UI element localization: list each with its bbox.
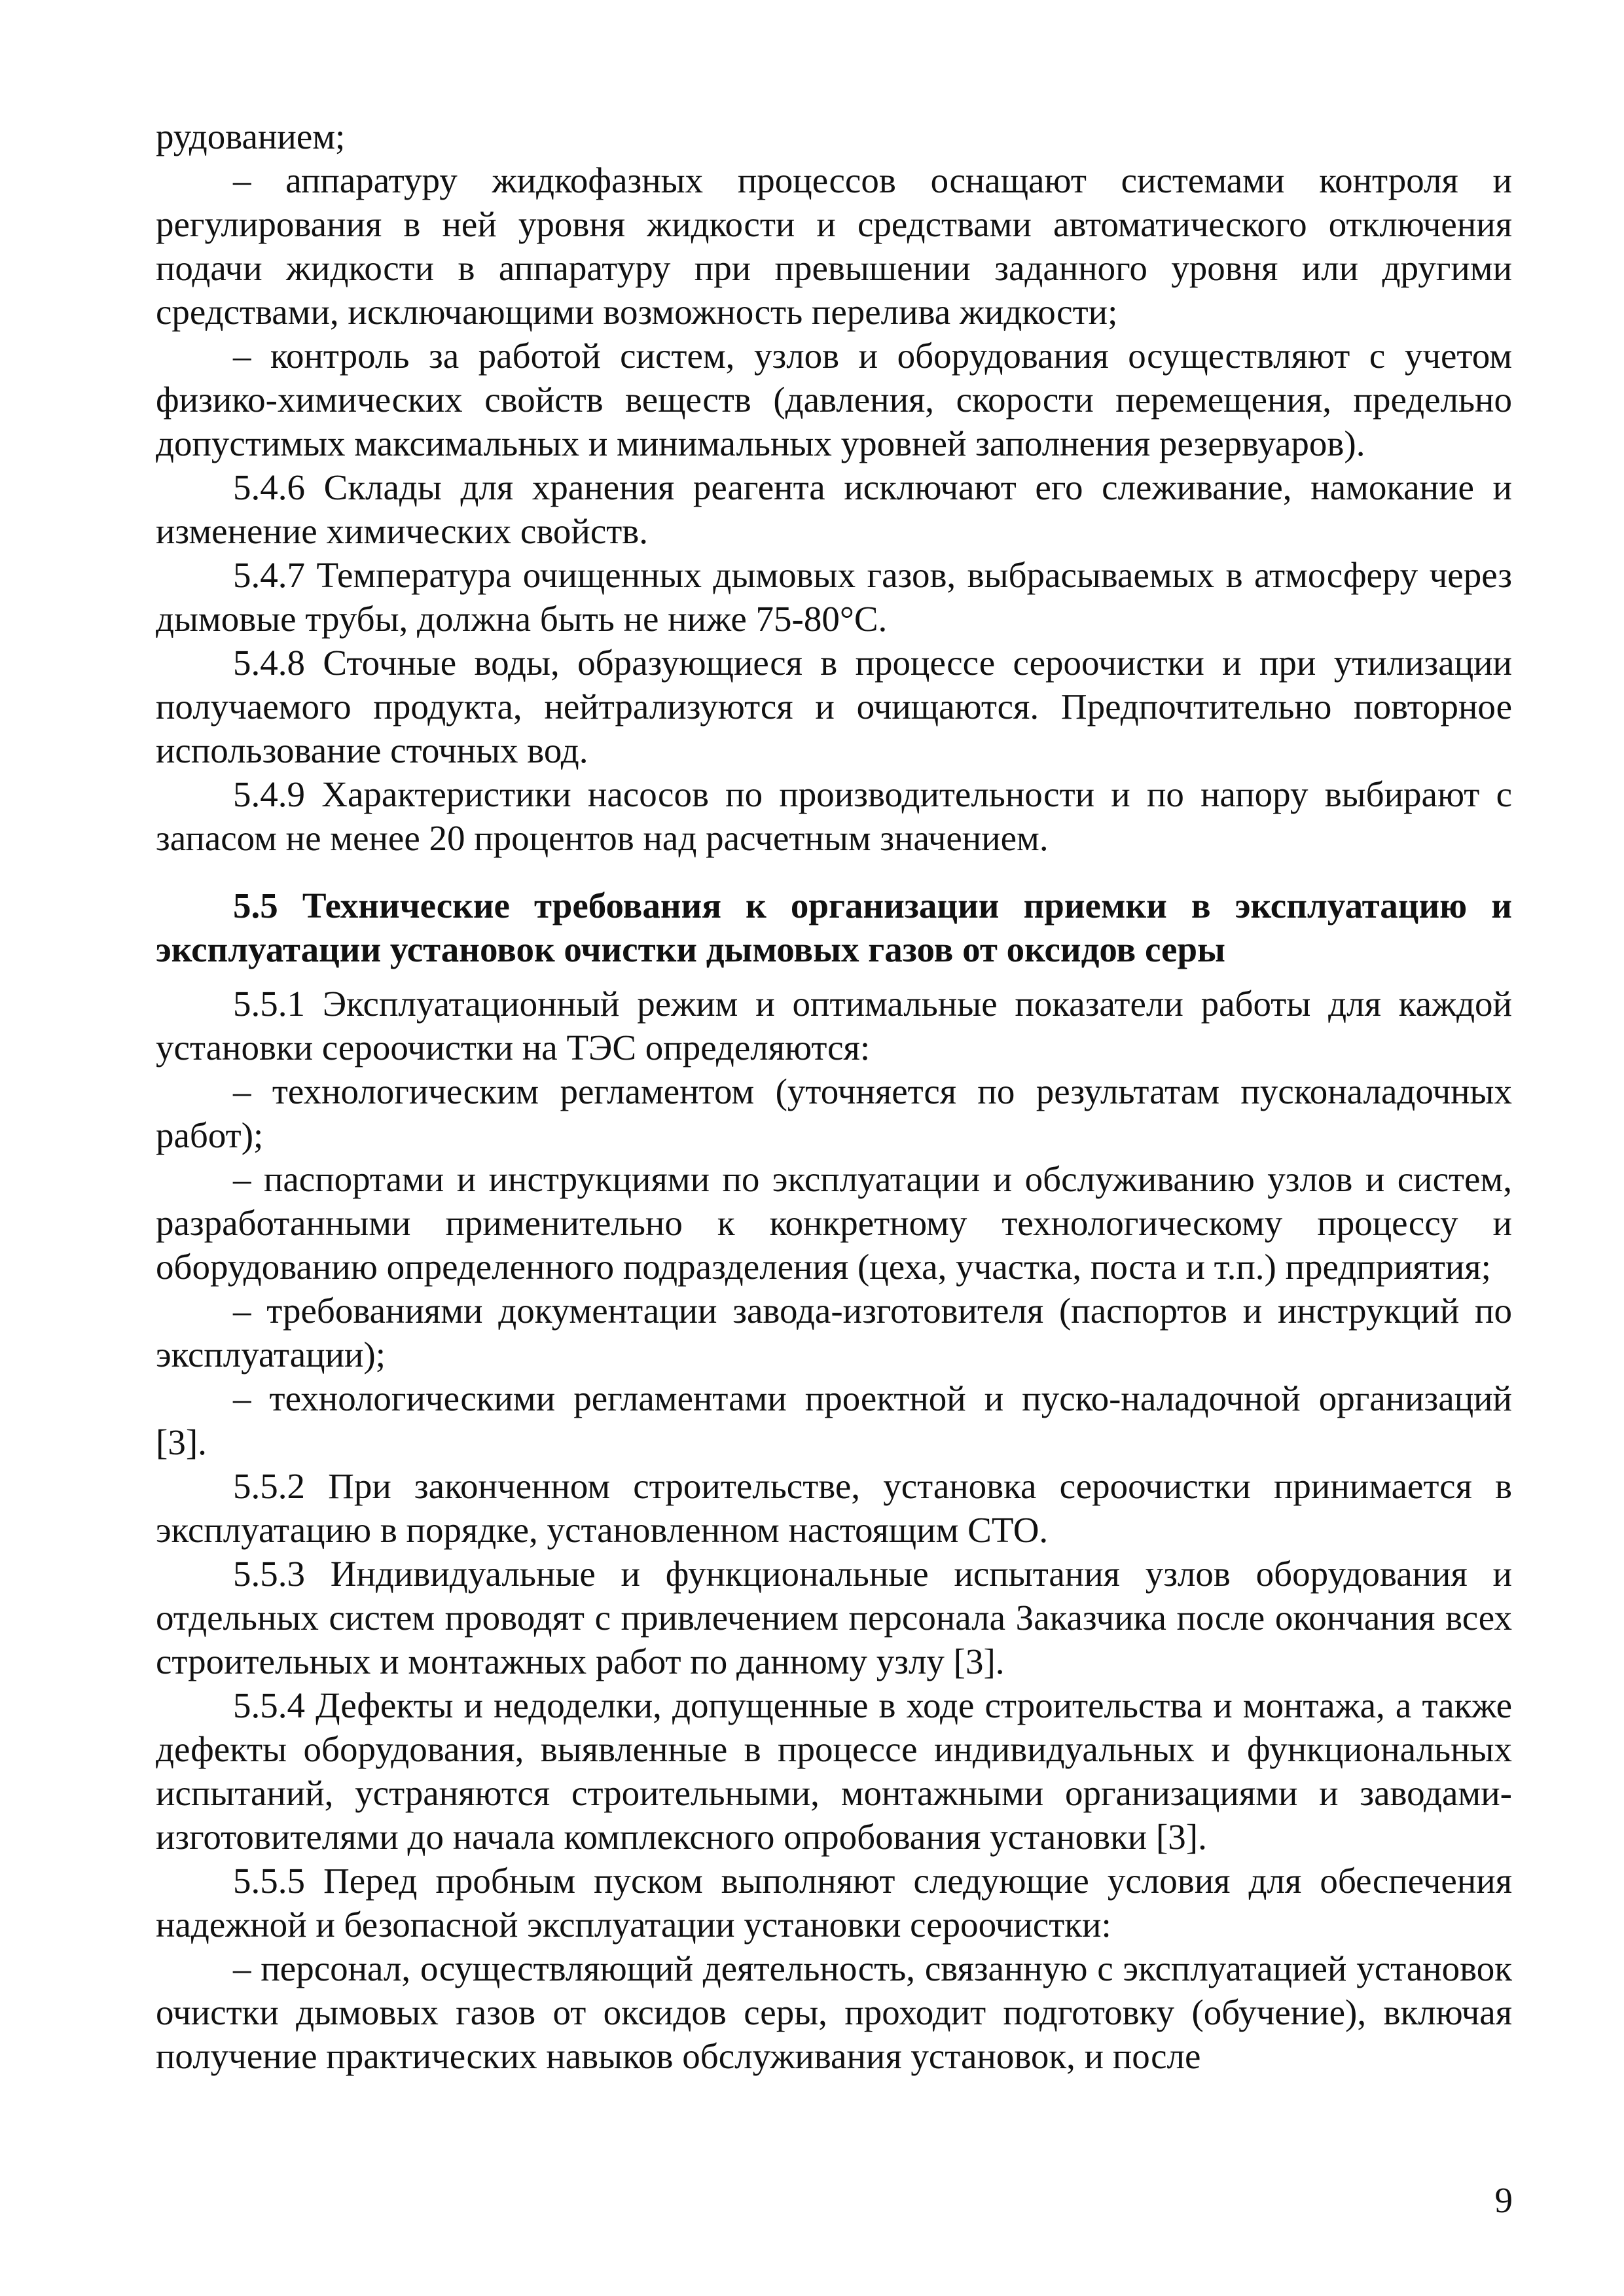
page-number: 9 (1494, 2180, 1513, 2220)
list-item-liquid-level-control: – аппаратуру жидкофазных процессов оснащают системами контроля и регулирования в ней уровня жидкости и средствами автоматического отключения подачи жидкости в аппаратуру при превышении заданного уровня или другими средствами, исключающими возможность перелива жидкости; (156, 160, 1512, 332)
list-item-personnel-training: – персонал, осуществляющий деятельность, связанную с эксплуатацией установок очистки дымовых газов от оксидов серы, проходит подготовку (обучение), включая получение практических навыков обслуживания установок, и после (156, 1948, 1512, 2076)
list-item-passports-instructions: – паспортами и инструкциями по эксплуатации и обслуживанию узлов и систем, разработанными применительно к конкретному технологическому процессу и оборудованию определенного подразделения (цеха, участка, поста и т.п.) предприятия; (156, 1159, 1512, 1287)
list-item-manufacturer-requirements: – требованиями документации завода-изготовителя (паспортов и инструкций по эксплуатации); (156, 1291, 1512, 1374)
list-item-systems-monitoring: – контроль за работой систем, узлов и оборудования осуществляют с учетом физико-химических свойств веществ (давления, скорости перемещения, предельно допустимых максимальных и минимальных уровней заполнения резервуаров). (156, 336, 1512, 463)
clause-5-5-3: 5.5.3 Индивидуальные и функциональные испытания узлов оборудования и отдельных систем проводят с привлечением персонала Заказчика после окончания всех строительных и монтажных работ по данному узлу [3]. (156, 1554, 1512, 1681)
clause-5-5-1: 5.5.1 Эксплуатационный режим и оптимальные показатели работы для каждой установки сероочистки на ТЭС определяются: (156, 984, 1512, 1067)
clause-5-4-8: 5.4.8 Сточные воды, образующиеся в процессе сероочистки и при утилизации получаемого продукта, нейтрализуются и очищаются. Предпочтительно повторное использование сточных вод. (156, 643, 1512, 770)
clause-5-5-2: 5.5.2 При законченном строительстве, установка сероочистки принимается в эксплуатацию в порядке, установленном настоящим СТО. (156, 1466, 1512, 1550)
clause-5-5-4: 5.5.4 Дефекты и недоделки, допущенные в ходе строительства и монтажа, а также дефекты оборудования, выявленные в процессе индивидуальных и функциональных испытаний, устраняются строительными, монтажными организациями и заводами-изготовителями до начала комплексного опробования установки [3]. (156, 1685, 1512, 1857)
clause-5-4-6: 5.4.6 Склады для хранения реагента исключают его слеживание, намокание и изменение химических свойств. (156, 467, 1512, 551)
page-body (156, 115, 1512, 2078)
section-heading-5-5: 5.5 Технические требования к организации приемки в эксплуатацию и эксплуатации установок очистки дымовых газов от оксидов серы (156, 886, 1512, 969)
clause-5-5-5: 5.5.5 Перед пробным пуском выполняют следующие условия для обеспечения надежной и безопасной эксплуатации установки сероочистки: (156, 1861, 1512, 1945)
list-item-technological-regulation: – технологическим регламентом (уточняется по результатам пусконаладочных работ); (156, 1071, 1512, 1155)
clause-5-4-7: 5.4.7 Температура очищенных дымовых газов, выбрасываемых в атмосферу через дымовые трубы, должна быть не ниже 75-80°С. (156, 555, 1512, 639)
clause-5-4-9: 5.4.9 Характеристики насосов по производительности и по напору выбирают с запасом не менее 20 процентов над расчетным значением. (156, 774, 1512, 858)
list-item-design-regulations: – технологическими регламентами проектной и пуско-наладочной организаций [3]. (156, 1378, 1512, 1462)
paragraph-continuation: рудованием; (156, 117, 346, 156)
